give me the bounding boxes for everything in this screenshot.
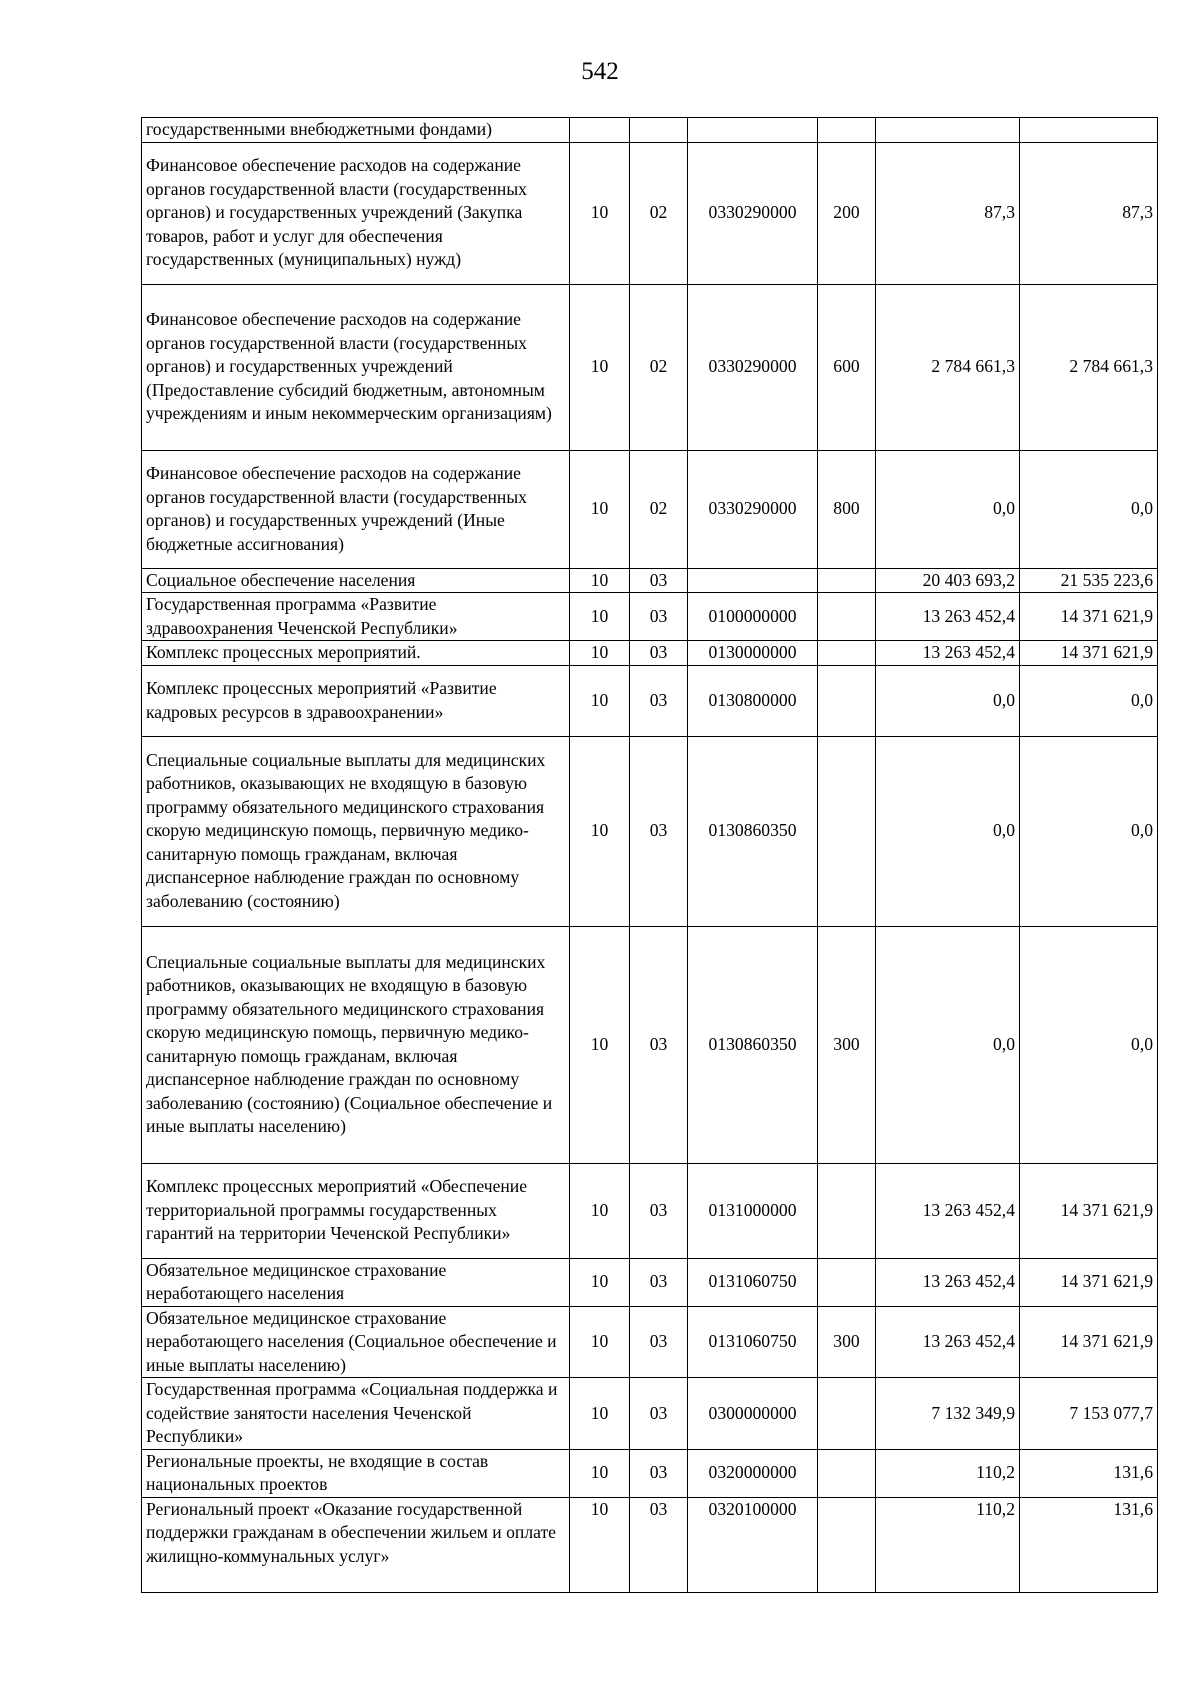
- table-row: [142, 1163, 1158, 1258]
- cell-name: Комплекс процессных мероприятий.: [142, 641, 570, 666]
- cell-name: Финансовое обеспечение расходов на содержание органов государственной власти (государственных органов) и государственных учреждений (Закупка товаров, работ и услуг для обеспечения государственных (муниципальных) нужд): [142, 142, 570, 284]
- cell-expense-type: [818, 736, 876, 926]
- cell-amount-year2: 0,0: [1020, 450, 1158, 568]
- table-row: [142, 1449, 1158, 1497]
- cell-amount-year2: 14 371 621,9: [1020, 1163, 1158, 1258]
- cell-subsection: 02: [630, 284, 688, 450]
- cell-name: Финансовое обеспечение расходов на содержание органов государственной власти (государственных органов) и государственных учреждений (Предоставление субсидий бюджетным, автономным учреждениям и иным некоммерческим организациям): [142, 284, 570, 450]
- cell-expense-type: [818, 1163, 876, 1258]
- cell-target-article: 0130860350: [688, 736, 818, 926]
- cell-target-article: 0130860350: [688, 926, 818, 1163]
- table-row: [142, 1497, 1158, 1592]
- cell-subsection: 03: [630, 1378, 688, 1450]
- table-row: [142, 736, 1158, 926]
- cell-amount-year1: 110,2: [876, 1449, 1020, 1497]
- table-row: [142, 926, 1158, 1163]
- cell-target-article: 0320100000: [688, 1497, 818, 1592]
- cell-expense-type: [818, 118, 876, 143]
- cell-amount-year1: 13 263 452,4: [876, 641, 1020, 666]
- cell-name: Государственная программа «Развитие здравоохранения Чеченской Республики»: [142, 593, 570, 641]
- page-number: 542: [581, 58, 619, 85]
- cell-subsection: 03: [630, 736, 688, 926]
- cell-name: Комплекс процессных мероприятий «Обеспечение территориальной программы государственных гарантий на территории Чеченской Республики»: [142, 1163, 570, 1258]
- cell-expense-type: 600: [818, 284, 876, 450]
- cell-name: Обязательное медицинское страхование неработающего населения: [142, 1258, 570, 1306]
- cell-section: 10: [570, 1497, 630, 1592]
- cell-section: 10: [570, 142, 630, 284]
- budget-table: [141, 117, 1158, 1593]
- cell-name: Региональные проекты, не входящие в состав национальных проектов: [142, 1449, 570, 1497]
- table-row: [142, 1378, 1158, 1450]
- cell-section: 10: [570, 1449, 630, 1497]
- cell-amount-year1: 2 784 661,3: [876, 284, 1020, 450]
- cell-name: Комплекс процессных мероприятий «Развитие кадровых ресурсов в здравоохранении»: [142, 665, 570, 736]
- cell-amount-year2: 0,0: [1020, 926, 1158, 1163]
- cell-expense-type: [818, 665, 876, 736]
- cell-name: Финансовое обеспечение расходов на содержание органов государственной власти (государственных органов) и государственных учреждений (Иные бюджетные ассигнования): [142, 450, 570, 568]
- cell-amount-year1: 20 403 693,2: [876, 568, 1020, 593]
- cell-subsection: 03: [630, 568, 688, 593]
- cell-expense-type: [818, 1449, 876, 1497]
- cell-section: 10: [570, 284, 630, 450]
- cell-amount-year1: 0,0: [876, 736, 1020, 926]
- cell-name: Специальные социальные выплаты для медицинских работников, оказывающих не входящую в базовую программу обязательного медицинского страхования скорую медицинскую помощь, первичную медико-санитарную помощь гражданам, включая диспансерное наблюдение граждан по основному заболеванию (состоянию): [142, 736, 570, 926]
- cell-amount-year2: 7 153 077,7: [1020, 1378, 1158, 1450]
- cell-subsection: 03: [630, 926, 688, 1163]
- cell-expense-type: [818, 568, 876, 593]
- cell-section: 10: [570, 568, 630, 593]
- cell-subsection: 03: [630, 641, 688, 666]
- cell-name: Государственная программа «Социальная поддержка и содействие занятости населения Чеченской Республики»: [142, 1378, 570, 1450]
- table-row: [142, 568, 1158, 593]
- cell-amount-year1: [876, 118, 1020, 143]
- table-row: [142, 142, 1158, 284]
- table-row: [142, 1306, 1158, 1378]
- cell-amount-year1: 110,2: [876, 1497, 1020, 1592]
- cell-section: [570, 118, 630, 143]
- cell-target-article: 0330290000: [688, 450, 818, 568]
- cell-name: Обязательное медицинское страхование неработающего населения (Социальное обеспечение и иные выплаты населению): [142, 1306, 570, 1378]
- cell-expense-type: [818, 1378, 876, 1450]
- cell-section: 10: [570, 1306, 630, 1378]
- cell-expense-type: 800: [818, 450, 876, 568]
- cell-amount-year1: 0,0: [876, 665, 1020, 736]
- cell-subsection: 03: [630, 593, 688, 641]
- cell-amount-year2: 87,3: [1020, 142, 1158, 284]
- table-row: [142, 593, 1158, 641]
- cell-target-article: 0130000000: [688, 641, 818, 666]
- cell-target-article: 0330290000: [688, 284, 818, 450]
- cell-target-article: 0130800000: [688, 665, 818, 736]
- cell-subsection: 03: [630, 1449, 688, 1497]
- cell-amount-year1: 0,0: [876, 450, 1020, 568]
- cell-amount-year2: 131,6: [1020, 1497, 1158, 1592]
- cell-amount-year1: 0,0: [876, 926, 1020, 1163]
- cell-expense-type: [818, 1497, 876, 1592]
- cell-amount-year2: 0,0: [1020, 736, 1158, 926]
- cell-subsection: 02: [630, 450, 688, 568]
- cell-name: государственными внебюджетными фондами): [142, 118, 570, 143]
- cell-amount-year2: 0,0: [1020, 665, 1158, 736]
- cell-subsection: 03: [630, 1306, 688, 1378]
- cell-amount-year1: 13 263 452,4: [876, 1258, 1020, 1306]
- cell-subsection: 03: [630, 1163, 688, 1258]
- cell-target-article: 0320000000: [688, 1449, 818, 1497]
- cell-target-article: 0330290000: [688, 142, 818, 284]
- cell-name: Специальные социальные выплаты для медицинских работников, оказывающих не входящую в базовую программу обязательного медицинского страхования скорую медицинскую помощь, первичную медико-санитарную помощь гражданам, включая диспансерное наблюдение граждан по основному заболеванию (состоянию) (Социальное обеспечение и иные выплаты населению): [142, 926, 570, 1163]
- cell-subsection: 03: [630, 1258, 688, 1306]
- cell-section: 10: [570, 736, 630, 926]
- cell-section: 10: [570, 641, 630, 666]
- cell-amount-year2: 2 784 661,3: [1020, 284, 1158, 450]
- cell-expense-type: [818, 593, 876, 641]
- cell-subsection: [630, 118, 688, 143]
- table-row: [142, 118, 1158, 143]
- cell-amount-year2: 14 371 621,9: [1020, 1258, 1158, 1306]
- cell-section: 10: [570, 1258, 630, 1306]
- cell-amount-year2: 131,6: [1020, 1449, 1158, 1497]
- table-row: [142, 284, 1158, 450]
- cell-section: 10: [570, 665, 630, 736]
- cell-expense-type: 300: [818, 1306, 876, 1378]
- cell-amount-year2: 14 371 621,9: [1020, 1306, 1158, 1378]
- cell-subsection: 03: [630, 1497, 688, 1592]
- cell-target-article: 0100000000: [688, 593, 818, 641]
- cell-amount-year1: 7 132 349,9: [876, 1378, 1020, 1450]
- cell-amount-year1: 13 263 452,4: [876, 1306, 1020, 1378]
- cell-subsection: 02: [630, 142, 688, 284]
- cell-target-article: 0300000000: [688, 1378, 818, 1450]
- table-row: [142, 641, 1158, 666]
- cell-name: Региональный проект «Оказание государственной поддержки гражданам в обеспечении жильем и оплате жилищно-коммунальных услуг»: [142, 1497, 570, 1592]
- cell-amount-year2: [1020, 118, 1158, 143]
- cell-target-article: [688, 118, 818, 143]
- cell-amount-year2: 14 371 621,9: [1020, 641, 1158, 666]
- cell-subsection: 03: [630, 665, 688, 736]
- cell-section: 10: [570, 926, 630, 1163]
- cell-name: Социальное обеспечение населения: [142, 568, 570, 593]
- cell-amount-year2: 14 371 621,9: [1020, 593, 1158, 641]
- cell-amount-year1: 13 263 452,4: [876, 1163, 1020, 1258]
- cell-section: 10: [570, 593, 630, 641]
- cell-amount-year2: 21 535 223,6: [1020, 568, 1158, 593]
- table-row: [142, 1258, 1158, 1306]
- cell-target-article: 0131060750: [688, 1306, 818, 1378]
- cell-target-article: 0131000000: [688, 1163, 818, 1258]
- cell-amount-year1: 13 263 452,4: [876, 593, 1020, 641]
- cell-target-article: 0131060750: [688, 1258, 818, 1306]
- cell-section: 10: [570, 450, 630, 568]
- cell-expense-type: 200: [818, 142, 876, 284]
- cell-amount-year1: 87,3: [876, 142, 1020, 284]
- cell-expense-type: [818, 1258, 876, 1306]
- cell-target-article: [688, 568, 818, 593]
- table-row: [142, 450, 1158, 568]
- cell-section: 10: [570, 1378, 630, 1450]
- cell-expense-type: [818, 641, 876, 666]
- cell-section: 10: [570, 1163, 630, 1258]
- cell-expense-type: 300: [818, 926, 876, 1163]
- table-row: [142, 665, 1158, 736]
